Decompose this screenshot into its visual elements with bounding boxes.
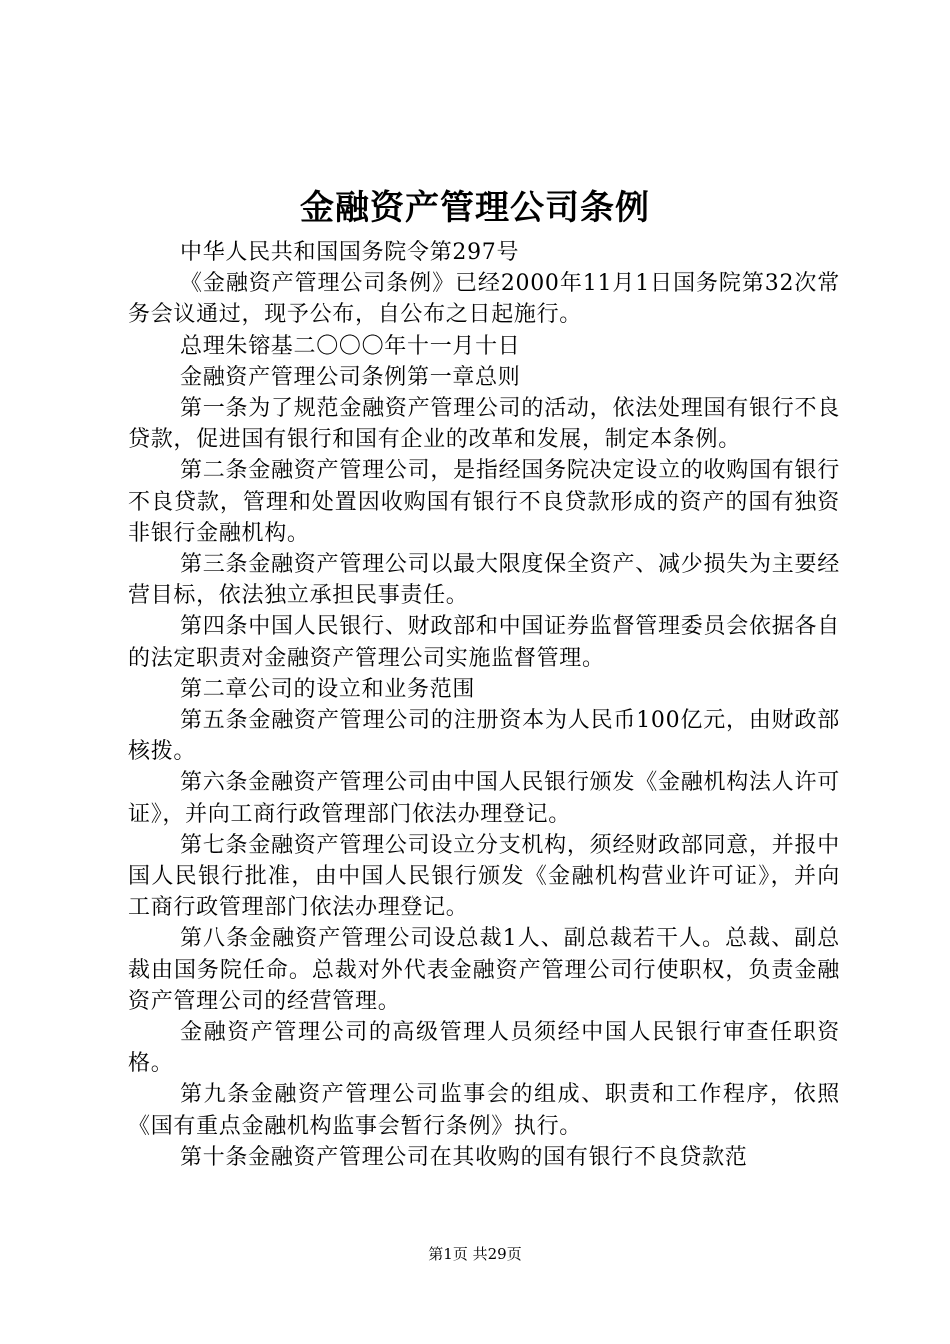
document-body: [128, 237, 840, 1173]
paragraph: 第一条为了规范金融资产管理公司的活动，依法处理国有银行不良贷款，促进国有银行和国有企业的改革和发展，制定本条例。: [128, 396, 840, 453]
paragraph: 第十条金融资产管理公司在其收购的国有银行不良贷款范: [180, 1144, 748, 1170]
paragraph: 第五条金融资产管理公司的注册资本为人民币100亿元，由财政部核拨。: [128, 708, 840, 765]
paragraph: 总理朱镕基二〇〇〇年十一月十日: [180, 333, 521, 359]
document-title: 金融资产管理公司条例: [300, 188, 650, 228]
paragraph: 中华人民共和国国务院令第297号: [180, 240, 520, 265]
paragraph: 金融资产管理公司的高级管理人员须经中国人民银行审查任职资格。: [128, 1020, 840, 1077]
paragraph: 第二条金融资产管理公司，是指经国务院决定设立的收购国有银行不良贷款，管理和处置因收购国有银行不良贷款形成的资产的国有独资非银行金融机构。: [128, 458, 840, 546]
chapter-heading: 第二章公司的设立和业务范围: [180, 676, 476, 702]
paragraph: 第六条金融资产管理公司由中国人民银行颁发《金融机构法人许可证》，并向工商行政管理部门依法办理登记。: [128, 770, 840, 827]
paragraph: 第三条金融资产管理公司以最大限度保全资产、减少损失为主要经营目标，依法独立承担民事责任。: [128, 552, 840, 609]
paragraph: 第七条金融资产管理公司设立分支机构，须经财政部同意，并报中国人民银行批准，由中国人民银行颁发《金融机构营业许可证》，并向工商行政管理部门依法办理登记。: [128, 832, 840, 921]
paragraph: 第四条中国人民银行、财政部和中国证券监督管理委员会依据各自的法定职责对金融资产管理公司实施监督管理。: [128, 614, 840, 671]
chapter-heading: 金融资产管理公司条例第一章总则: [180, 364, 521, 390]
paragraph: 《金融资产管理公司条例》已经2000年11月1日国务院第32次常务会议通过，现予公布，自公布之日起施行。: [128, 271, 840, 328]
paragraph: 第九条金融资产管理公司监事会的组成、职责和工作程序，依照《国有重点金融机构监事会暂行条例》执行。: [128, 1082, 840, 1139]
paragraph: 第八条金融资产管理公司设总裁1人、副总裁若干人。总裁、副总裁由国务院任命。总裁对外代表金融资产管理公司行使职权，负责金融资产管理公司的经营管理。: [128, 926, 840, 1014]
page-number-footer: 第1页 共29页: [428, 1245, 522, 1263]
